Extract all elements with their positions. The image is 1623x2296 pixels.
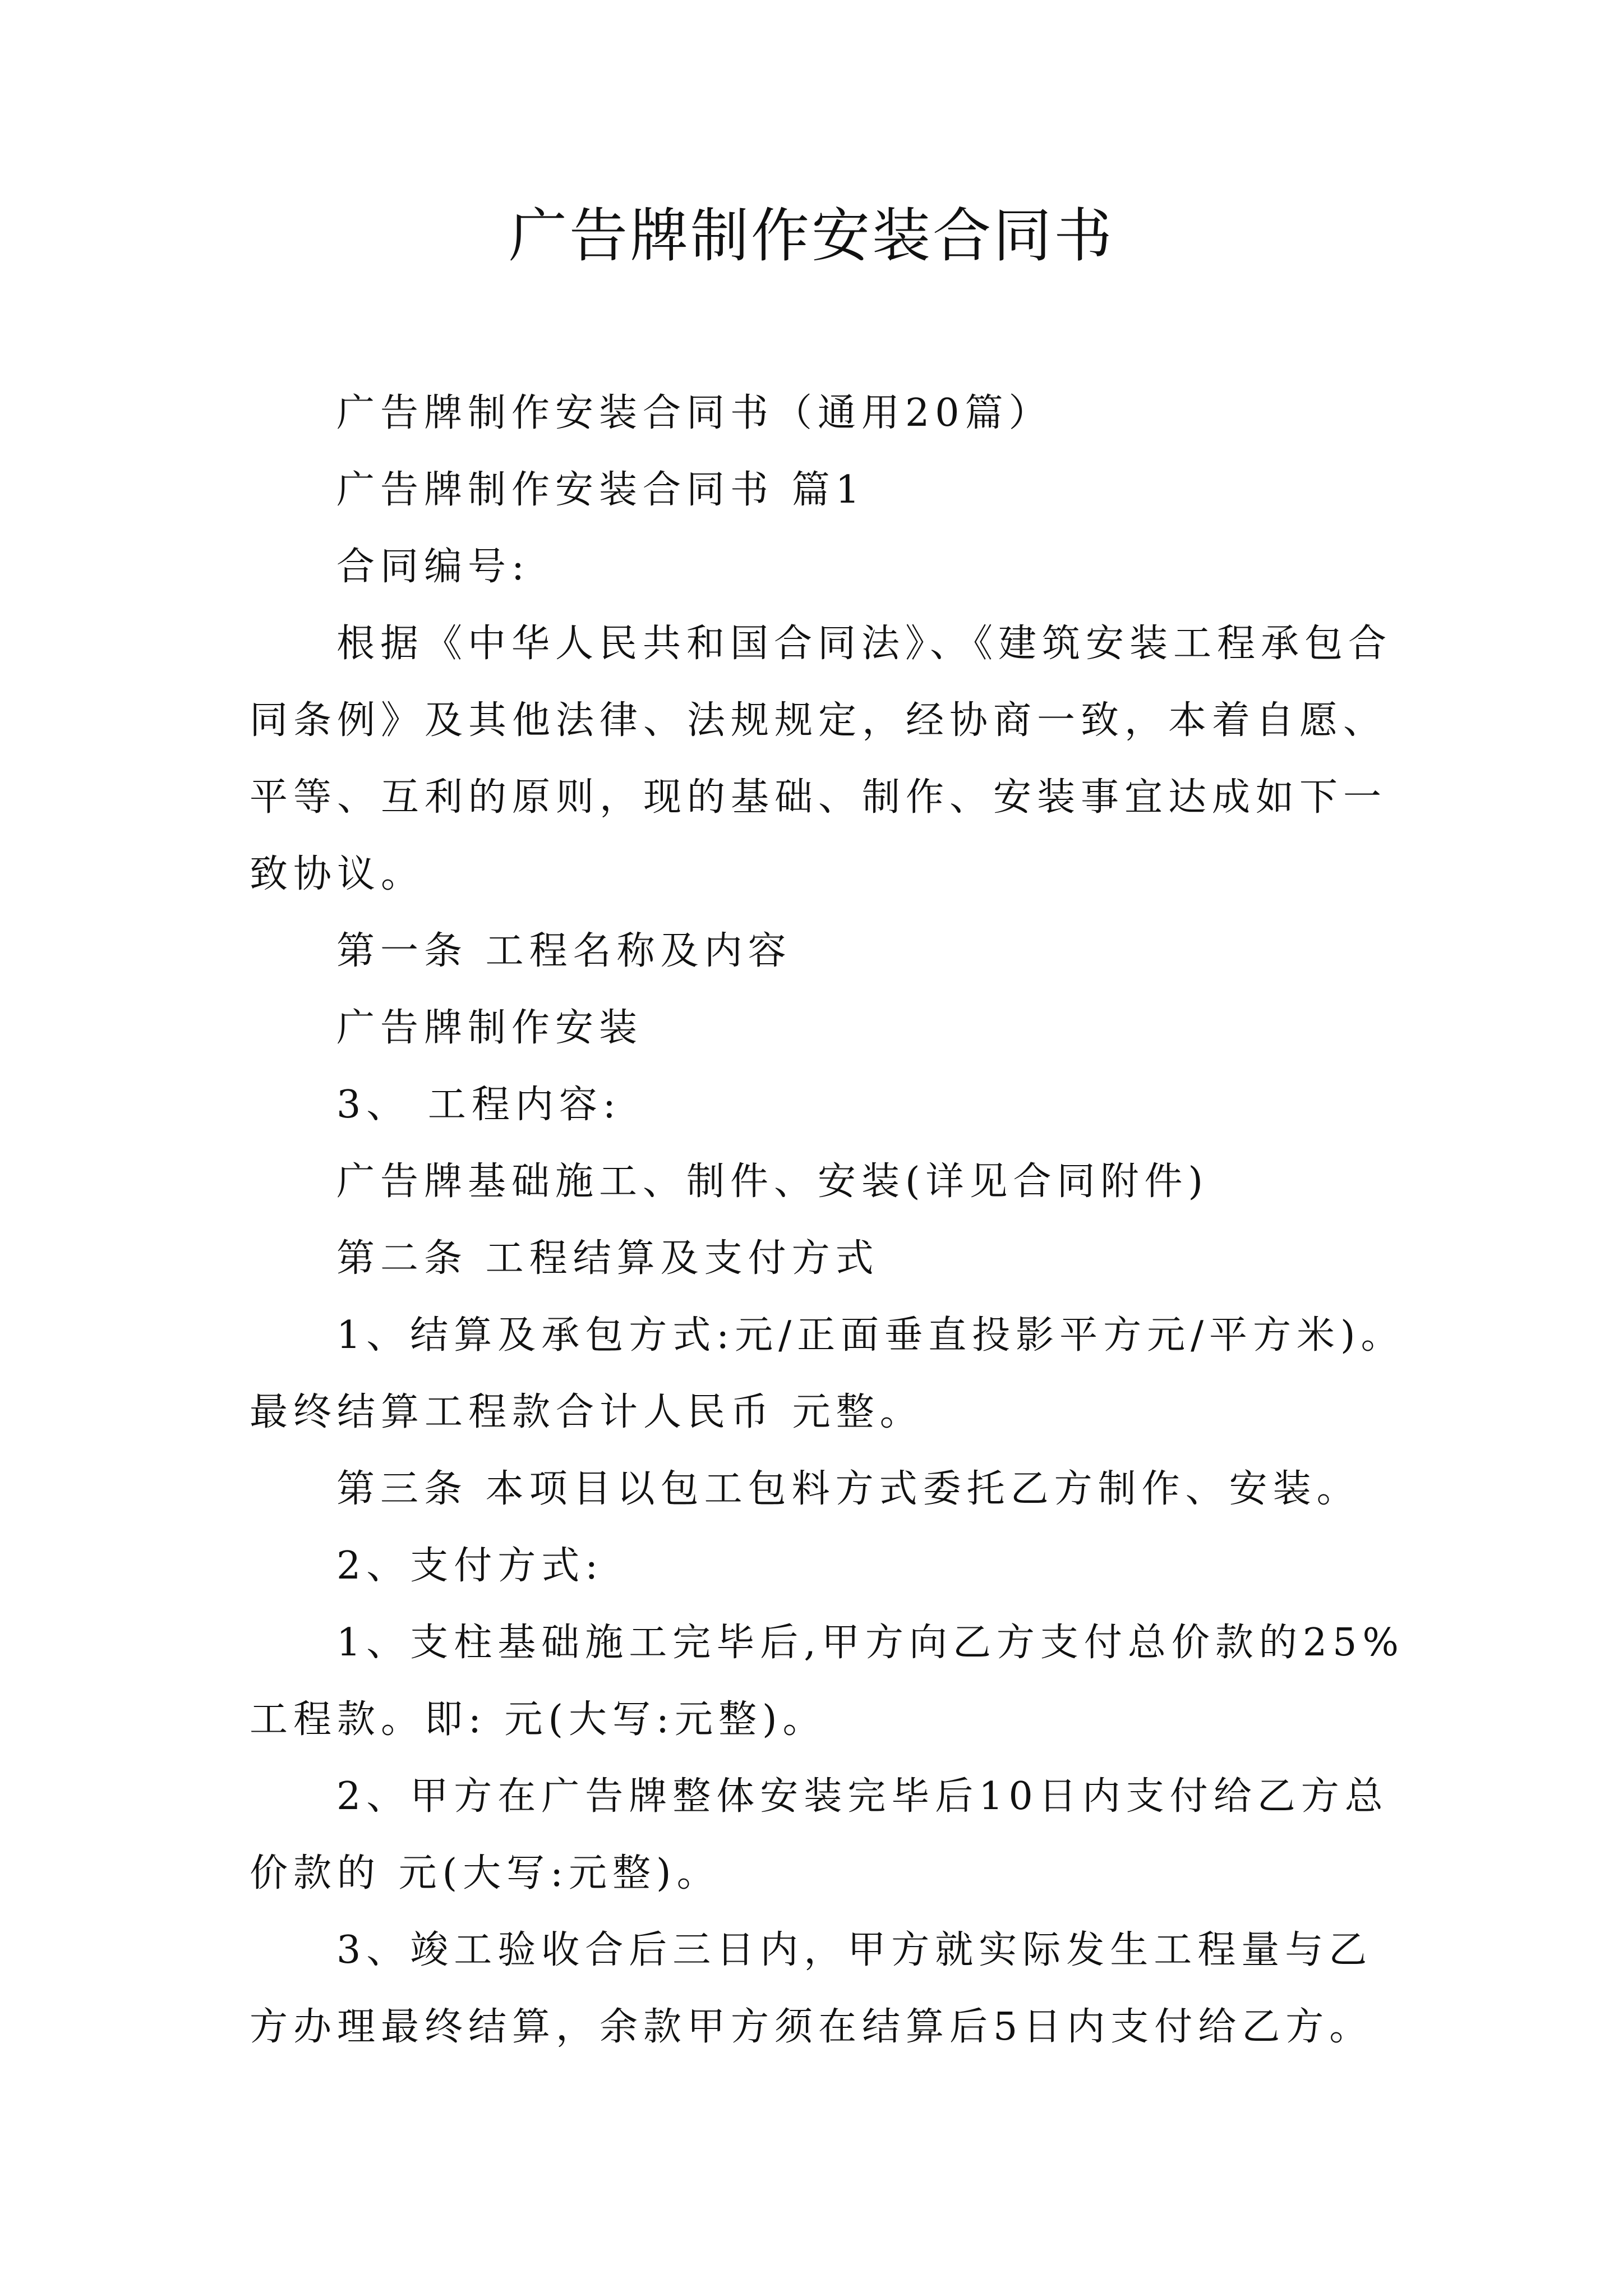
paragraph-line: 方办理最终结算，余款甲方须在结算后5日内支付给乙方。 bbox=[250, 2005, 1373, 2049]
paragraph-line: 3、竣工验收合后三日内，甲方就实际发生工程量与乙 bbox=[336, 1928, 1373, 1972]
paragraph-line: 1、结算及承包方式:元/正面垂直投影平方元/平方米)。 bbox=[336, 1313, 1405, 1358]
paragraph-line: 致协议。 bbox=[250, 852, 425, 896]
document-body bbox=[250, 375, 1405, 2065]
paragraph-line: 第一条 工程名称及内容 bbox=[336, 929, 792, 973]
paragraph-line: 平等、互利的原则，现的基础、制作、安装事宜达成如下一 bbox=[250, 775, 1387, 820]
paragraph-line: 合同编号: bbox=[336, 545, 530, 589]
paragraph-line: 广告牌基础施工、制件、安装(详见合同附件) bbox=[336, 1159, 1209, 1204]
paragraph-line: 工程款。即: 元(大写:元整)。 bbox=[250, 1697, 827, 1742]
paragraph-line: 广告牌制作安装 bbox=[336, 1006, 643, 1050]
paragraph-line: 价款的 元(大写:元整)。 bbox=[250, 1851, 721, 1895]
paragraph-line: 第三条 本项目以包工包料方式委托乙方制作、安装。 bbox=[336, 1467, 1361, 1511]
paragraph-line: 同条例》及其他法律、法规规定，经协商一致，本着自愿、 bbox=[250, 698, 1387, 743]
paragraph-line: 最终结算工程款合计人民币 元整。 bbox=[250, 1390, 924, 1434]
paragraph-line: 1、支柱基础施工完毕后,甲方向乙方支付总价款的25% bbox=[336, 1621, 1405, 1665]
paragraph-line: 广告牌制作安装合同书 篇1 bbox=[336, 468, 865, 512]
paragraph-line: 2、支付方式: bbox=[336, 1544, 604, 1588]
paragraph-line: 根据《中华人民共和国合同法》、《建筑安装工程承包合 bbox=[336, 622, 1393, 666]
paragraph-line: 2、甲方在广告牌整体安装完毕后10日内支付给乙方总 bbox=[336, 1774, 1389, 1819]
paragraph-line: 第二条 工程结算及支付方式 bbox=[336, 1236, 879, 1281]
paragraph-line: 3、 工程内容: bbox=[336, 1083, 621, 1127]
document-title: 广告牌制作安装合同书 bbox=[508, 201, 1114, 270]
paragraph-line: 广告牌制作安装合同书（通用20篇） bbox=[336, 391, 1053, 435]
